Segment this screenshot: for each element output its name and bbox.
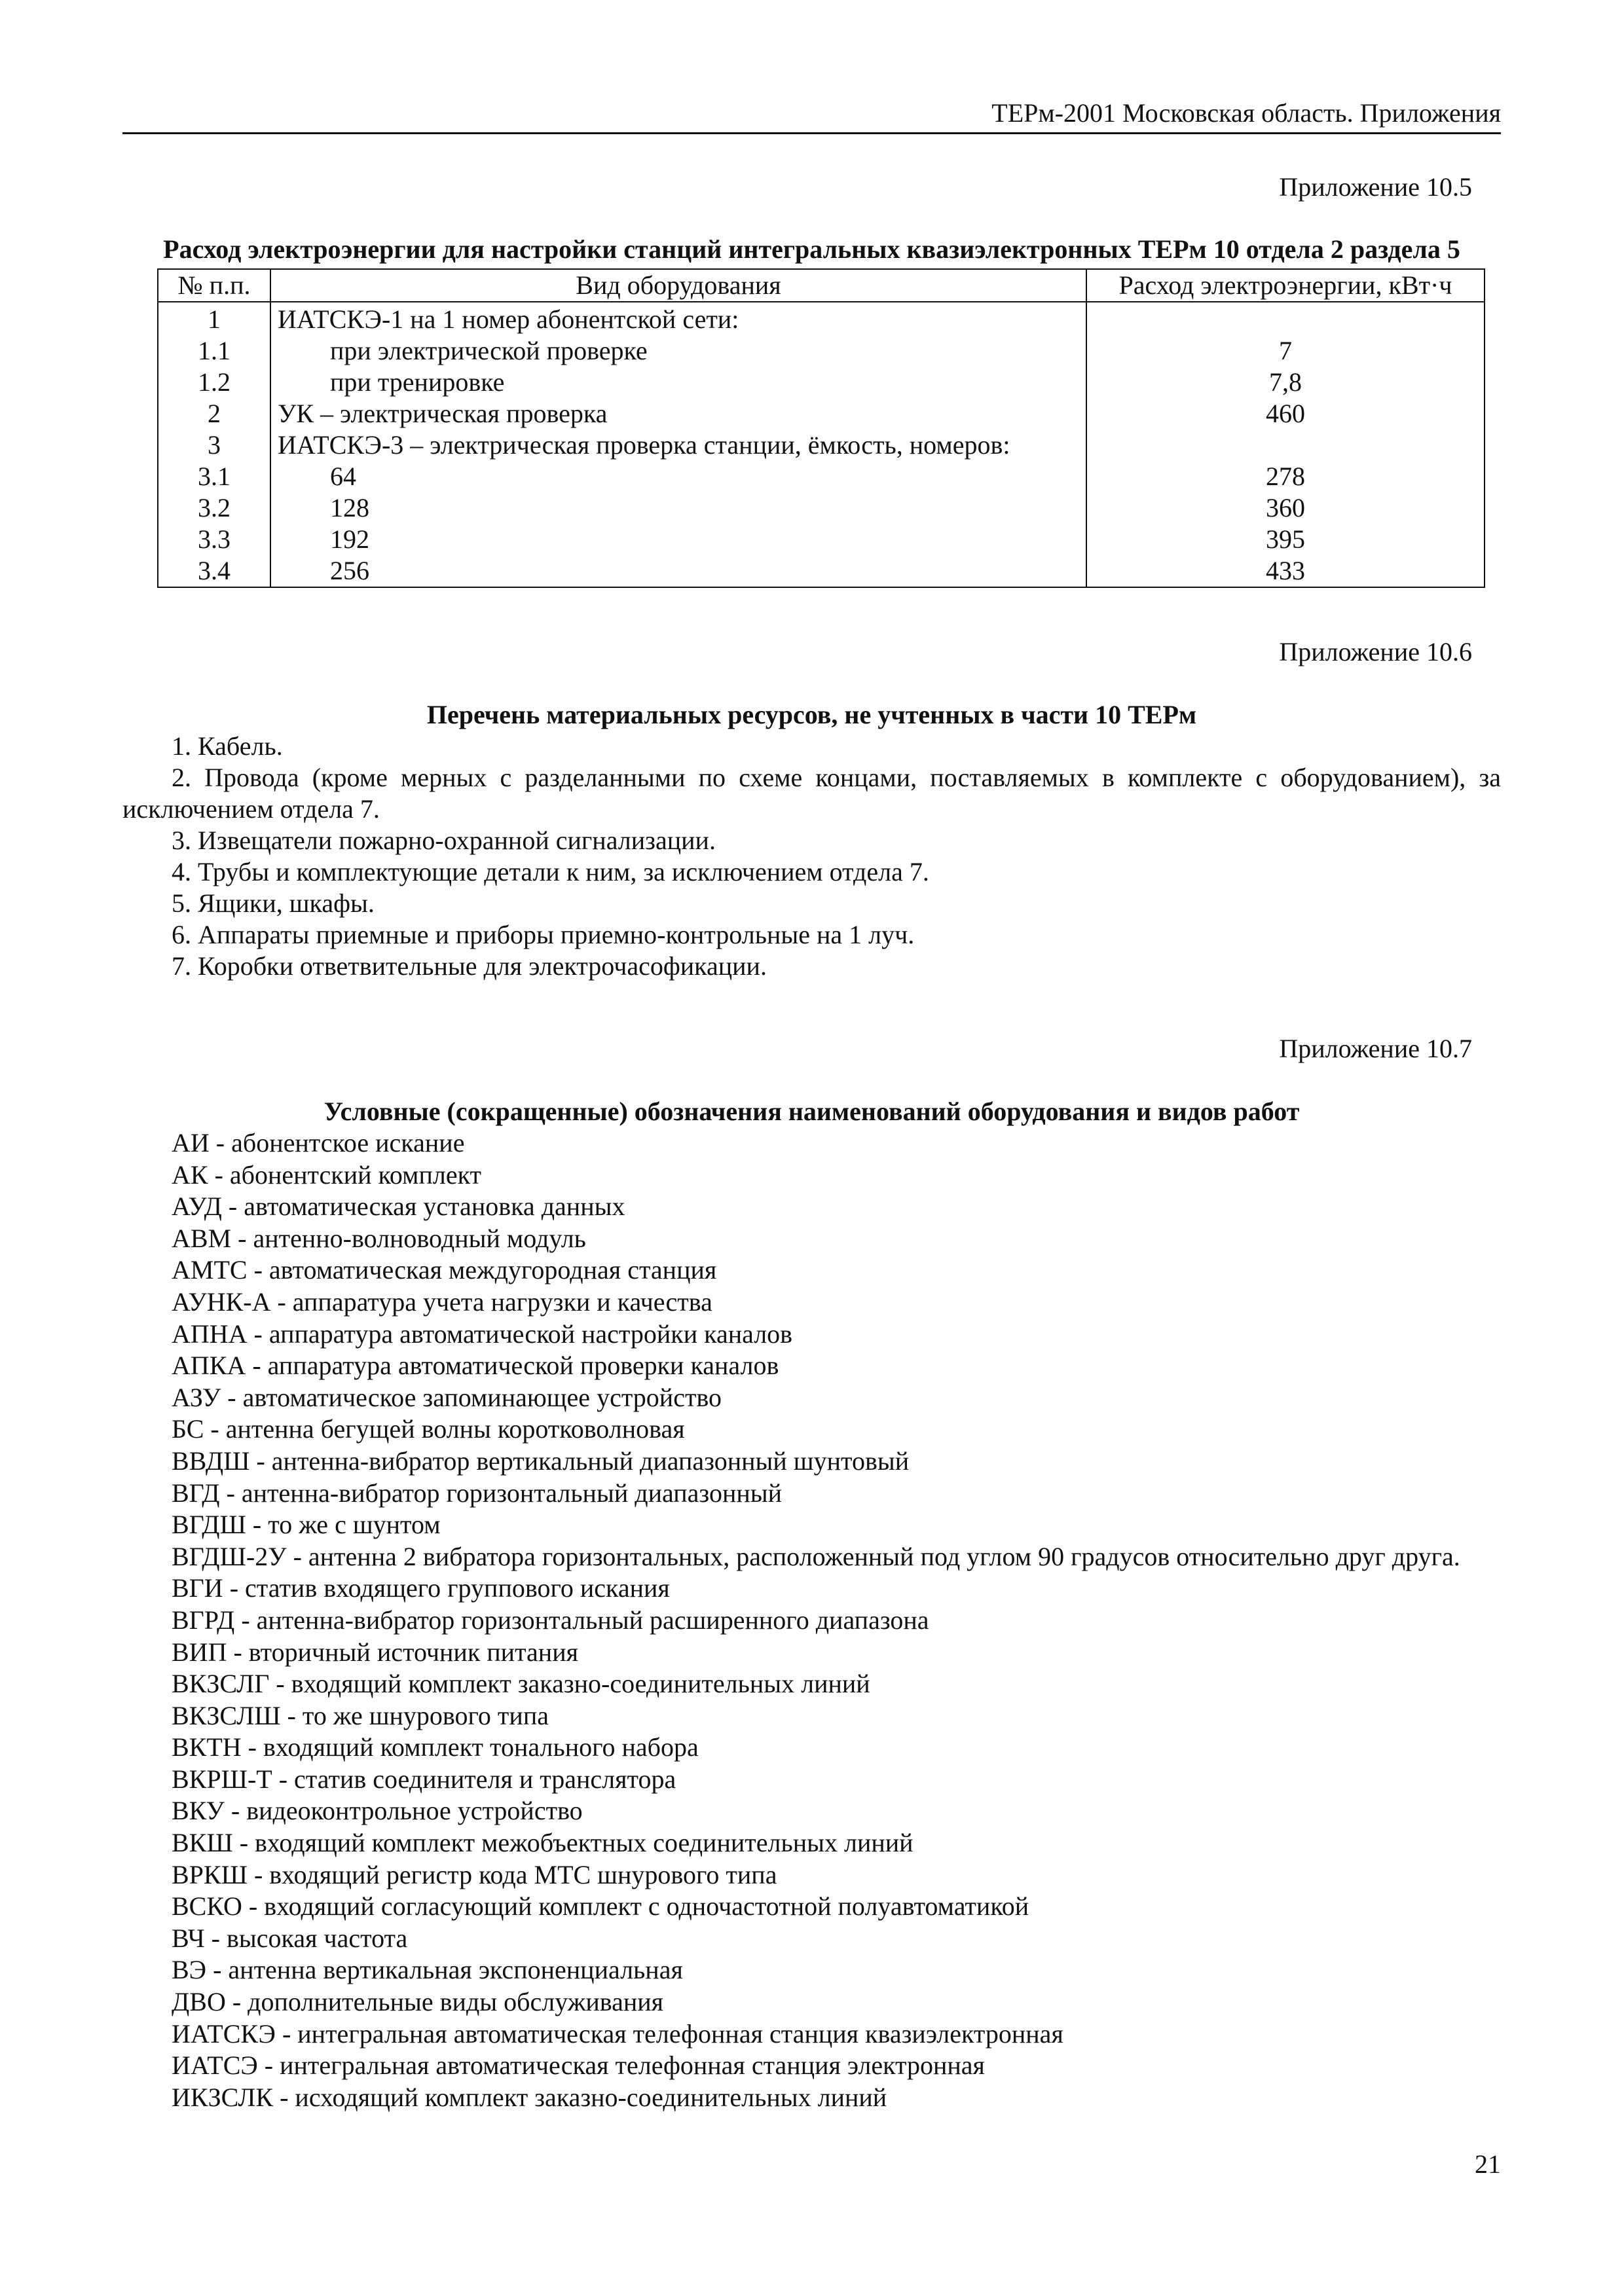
abbreviation-item: ВЭ - антенна вертикальная экспоненциальная [172,1955,683,1985]
row-equipment: при тренировке [270,367,1086,398]
row-consumption: 460 [1086,398,1485,429]
abbreviation-item: ВКШ - входящий комплект межобъектных соединительных линий [172,1828,913,1858]
row-consumption: 433 [1086,555,1485,587]
energy-consumption-table [157,268,1485,588]
page-number: 21 [1475,2149,1501,2179]
table-row [158,398,1485,429]
row-consumption: 278 [1086,461,1485,492]
abbreviation-item: ИАТСКЭ - интегральная автоматическая телефонная станция квазиэлектронная [172,2018,1063,2049]
row-consumption: 7 [1086,335,1485,367]
abbreviation-item: АМТС - автоматическая междугородная станция [172,1255,717,1285]
abbreviation-item: ВГРД - антенна-вибратор горизонтальный расширенного диапазона [172,1605,929,1635]
row-number: 1 [158,302,270,335]
row-number: 3 [158,429,270,461]
materials-list [122,731,1501,982]
row-consumption: 7,8 [1086,367,1485,398]
abbreviation-item: АПКА - аппаратура автоматической проверки каналов [172,1351,779,1381]
list-item: 5. Ящики, шкафы. [172,888,375,918]
table-row [158,461,1485,492]
abbreviation-item: БС - антенна бегущей волны коротковолновая [172,1414,685,1444]
table-header-row [158,269,1485,302]
abbreviation-item: ДВО - дополнительные виды обслуживания [172,1987,664,2017]
appendix-10-5-label: Приложение 10.5 [1279,172,1472,202]
appendix-10-6-label: Приложение 10.6 [1279,637,1472,666]
table-row [158,524,1485,555]
row-equipment: 192 [270,524,1086,555]
abbreviation-item: ВВДШ - антенна-вибратор вертикальный диапазонный шунтовый [172,1446,910,1476]
row-consumption: 395 [1086,524,1485,555]
row-equipment: при электрической проверке [270,335,1086,367]
table-row [158,367,1485,398]
list-item: 6. Аппараты приемные и приборы приемно-контрольные на 1 луч. [172,920,915,949]
abbreviation-item: ВКЗСЛГ - входящий комплект заказно-соединительных линий [172,1669,870,1699]
row-number: 3.1 [158,461,270,492]
abbreviation-item: АИ - абонентское искание [172,1128,465,1157]
abbreviations-list [122,1127,1501,2113]
table-row [158,335,1485,367]
appendix-10-6-title: Перечень материальных ресурсов, не учтенных в части 10 ТЕРм [426,700,1197,729]
list-item: 2. Провода (кроме мерных с разделанными по схеме концами, поставляемых в комплекте с оборудованием), за исключением отдела 7. [122,763,1501,824]
column-header-equipment: Вид оборудования [270,269,1086,302]
list-item: 7. Коробки ответвительные для электрочасофикации. [172,951,767,981]
abbreviation-item: ИАТСЭ - интегральная автоматическая телефонная станция электронная [172,2050,985,2081]
abbreviation-item: ВСКО - входящий согласующий комплект с одночастотной полуавтоматикой [172,1891,1029,1922]
row-equipment: 256 [270,555,1086,587]
row-number: 1.2 [158,367,270,398]
table-row [158,492,1485,524]
abbreviation-item: ВГДШ - то же с шунтом [172,1510,441,1540]
row-number: 2 [158,398,270,429]
row-consumption: 360 [1086,492,1485,524]
abbreviation-item: АУД - автоматическая установка данных [172,1192,625,1222]
abbreviation-item: ВКТН - входящий комплект тонального набора [172,1732,699,1762]
abbreviation-item: ВГИ - статив входящего группового искания [172,1573,670,1603]
column-header-consumption: Расход электроэнергии, кВт·ч [1086,269,1485,302]
list-item: 1. Кабель. [172,731,283,761]
abbreviation-item: ИКЗСЛК - исходящий комплект заказно-соединительных линий [172,2082,887,2112]
column-header-number: № п.п. [158,269,270,302]
row-consumption [1086,429,1485,461]
abbreviation-item: ВЧ - высокая частота [172,1923,408,1953]
abbreviation-item: АВМ - антенно-волноводный модуль [172,1223,586,1253]
abbreviation-item: ВКЗСЛШ - то же шнурового типа [172,1700,549,1730]
abbreviation-item: ВГДШ-2У - антенна 2 вибратора горизонтальных, расположенный под углом 90 градусов относительно друг друга. [172,1541,1460,1571]
running-header: ТЕРм-2001 Московская область. Приложения [991,98,1501,128]
abbreviation-item: ВИП - вторичный источник питания [172,1637,579,1667]
row-equipment: ИАТСКЭ-3 – электрическая проверка станции, ёмкость, номеров: [270,429,1086,461]
row-equipment: УК – электрическая проверка [270,398,1086,429]
row-number: 1.1 [158,335,270,367]
abbreviation-item: ВРКШ - входящий регистр кода МТС шнурового типа [172,1859,777,1889]
table-row [158,302,1485,335]
row-equipment: 128 [270,492,1086,524]
row-equipment: 64 [270,461,1086,492]
row-number: 3.4 [158,555,270,587]
abbreviation-item: ВГД - антенна-вибратор горизонтальный диапазонный [172,1478,783,1508]
appendix-10-7-label: Приложение 10.7 [1279,1034,1472,1063]
row-number: 3.3 [158,524,270,555]
abbreviation-item: АПНА - аппаратура автоматической настройки каналов [172,1319,793,1349]
row-number: 3.2 [158,492,270,524]
row-equipment: ИАТСКЭ-1 на 1 номер абонентской сети: [270,302,1086,335]
abbreviation-item: АК - абонентский комплект [172,1159,481,1190]
abbreviation-item: АУНК-А - аппаратура учета нагрузки и качества [172,1286,712,1317]
row-consumption [1086,302,1485,335]
abbreviation-item: АЗУ - автоматическое запоминающее устройство [172,1382,722,1412]
header-rule [122,132,1501,134]
abbreviation-item: ВКРШ-Т - статив соединителя и транслятора [172,1764,676,1794]
abbreviation-item: ВКУ - видеоконтрольное устройство [172,1796,583,1826]
table-row [158,429,1485,461]
list-item: 3. Извещатели пожарно-охранной сигнализации. [172,826,716,855]
list-item: 4. Трубы и комплектующие детали к ним, за исключением отдела 7. [172,857,929,886]
table-row [158,555,1485,587]
appendix-10-5-title: Расход электроэнергии для настройки станций интегральных квазиэлектронных ТЕРм 10 отдела 2 раздела 5 [163,234,1460,264]
appendix-10-7-title: Условные (сокращенные) обозначения наименований оборудования и видов работ [323,1097,1300,1126]
